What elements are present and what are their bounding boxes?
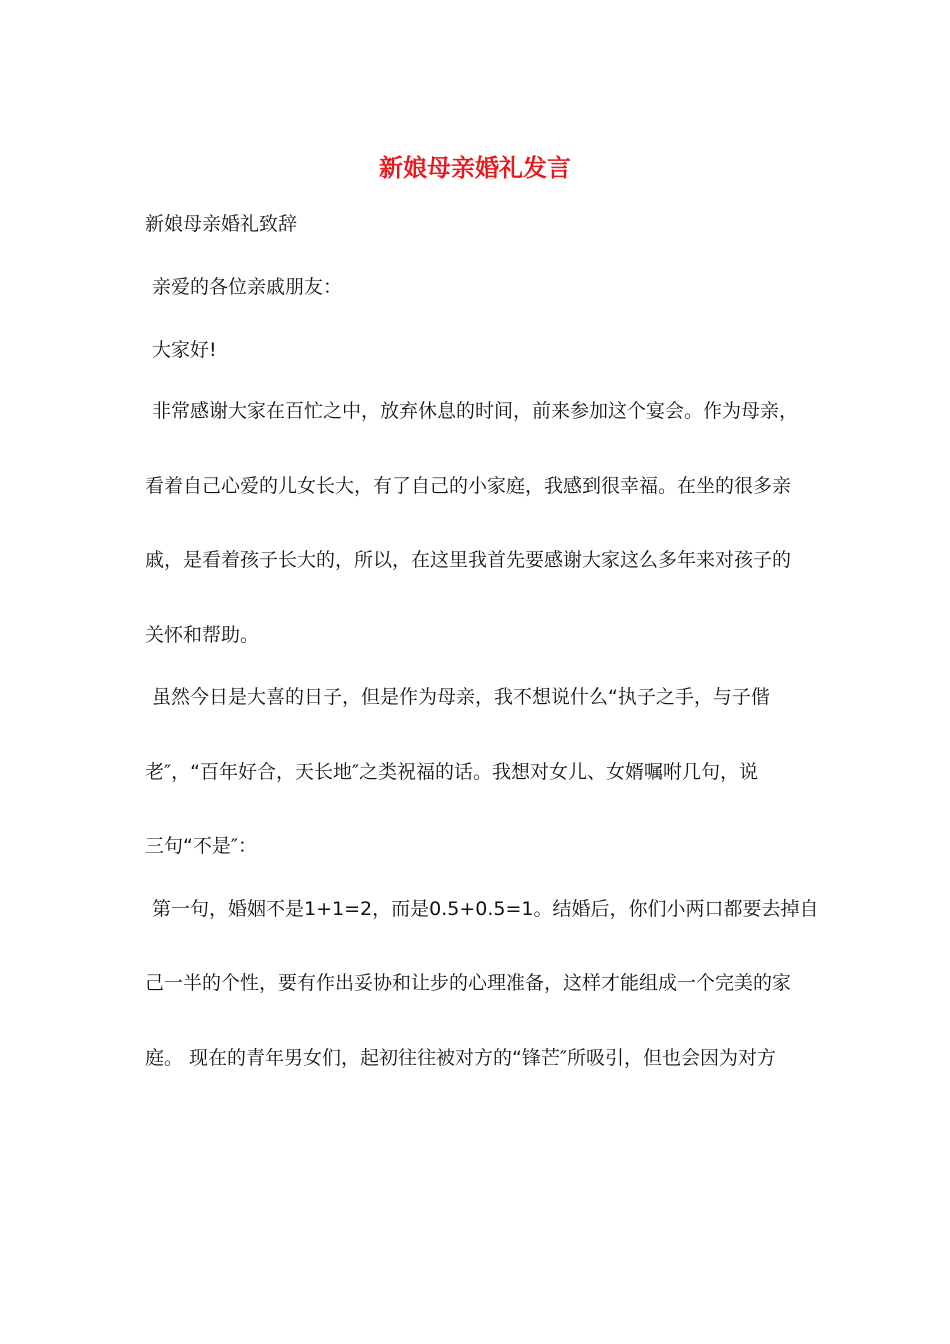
paragraph-line: 非常感谢大家在百忙之中，放弃休息的时间，前来参加这个宴会。作为母亲，	[152, 400, 799, 422]
paragraph-line: 第一句，婚姻不是1+1=2，而是0.5+0.5=1。结婚后，你们小两口都要去掉自	[152, 898, 819, 920]
paragraph-line: 亲爱的各位亲戚朋友：	[152, 276, 343, 298]
paragraph-line: 关怀和帮助。	[145, 624, 260, 646]
subtitle-line: 新娘母亲婚礼致辞	[145, 213, 298, 235]
paragraph-line: 三句“不是″：	[145, 835, 257, 857]
paragraph-line: 戚，是看着孩子长大的，所以，在这里我首先要感谢大家这么多年来对孩子的	[145, 549, 792, 571]
paragraph-line: 虽然今日是大喜的日子，但是作为母亲，我不想说什么“执子之手，与子偕	[152, 686, 770, 708]
paragraph-line: 己一半的个性，要有作出妥协和让步的心理准备，这样才能组成一个完美的家	[145, 972, 792, 994]
document-title: 新娘母亲婚礼发言	[379, 153, 571, 182]
paragraph-line: 老″，“百年好合，天长地″之类祝福的话。我想对女儿、女婿嘱咐几句，说	[145, 761, 759, 783]
paragraph-line: 庭。 现在的青年男女们，起初往往被对方的“锋芒″所吸引，但也会因为对方	[145, 1047, 776, 1069]
paragraph-line: 大家好!	[152, 339, 217, 361]
paragraph-line: 看着自己心爱的儿女长大，有了自己的小家庭，我感到很幸福。在坐的很多亲	[145, 475, 792, 497]
